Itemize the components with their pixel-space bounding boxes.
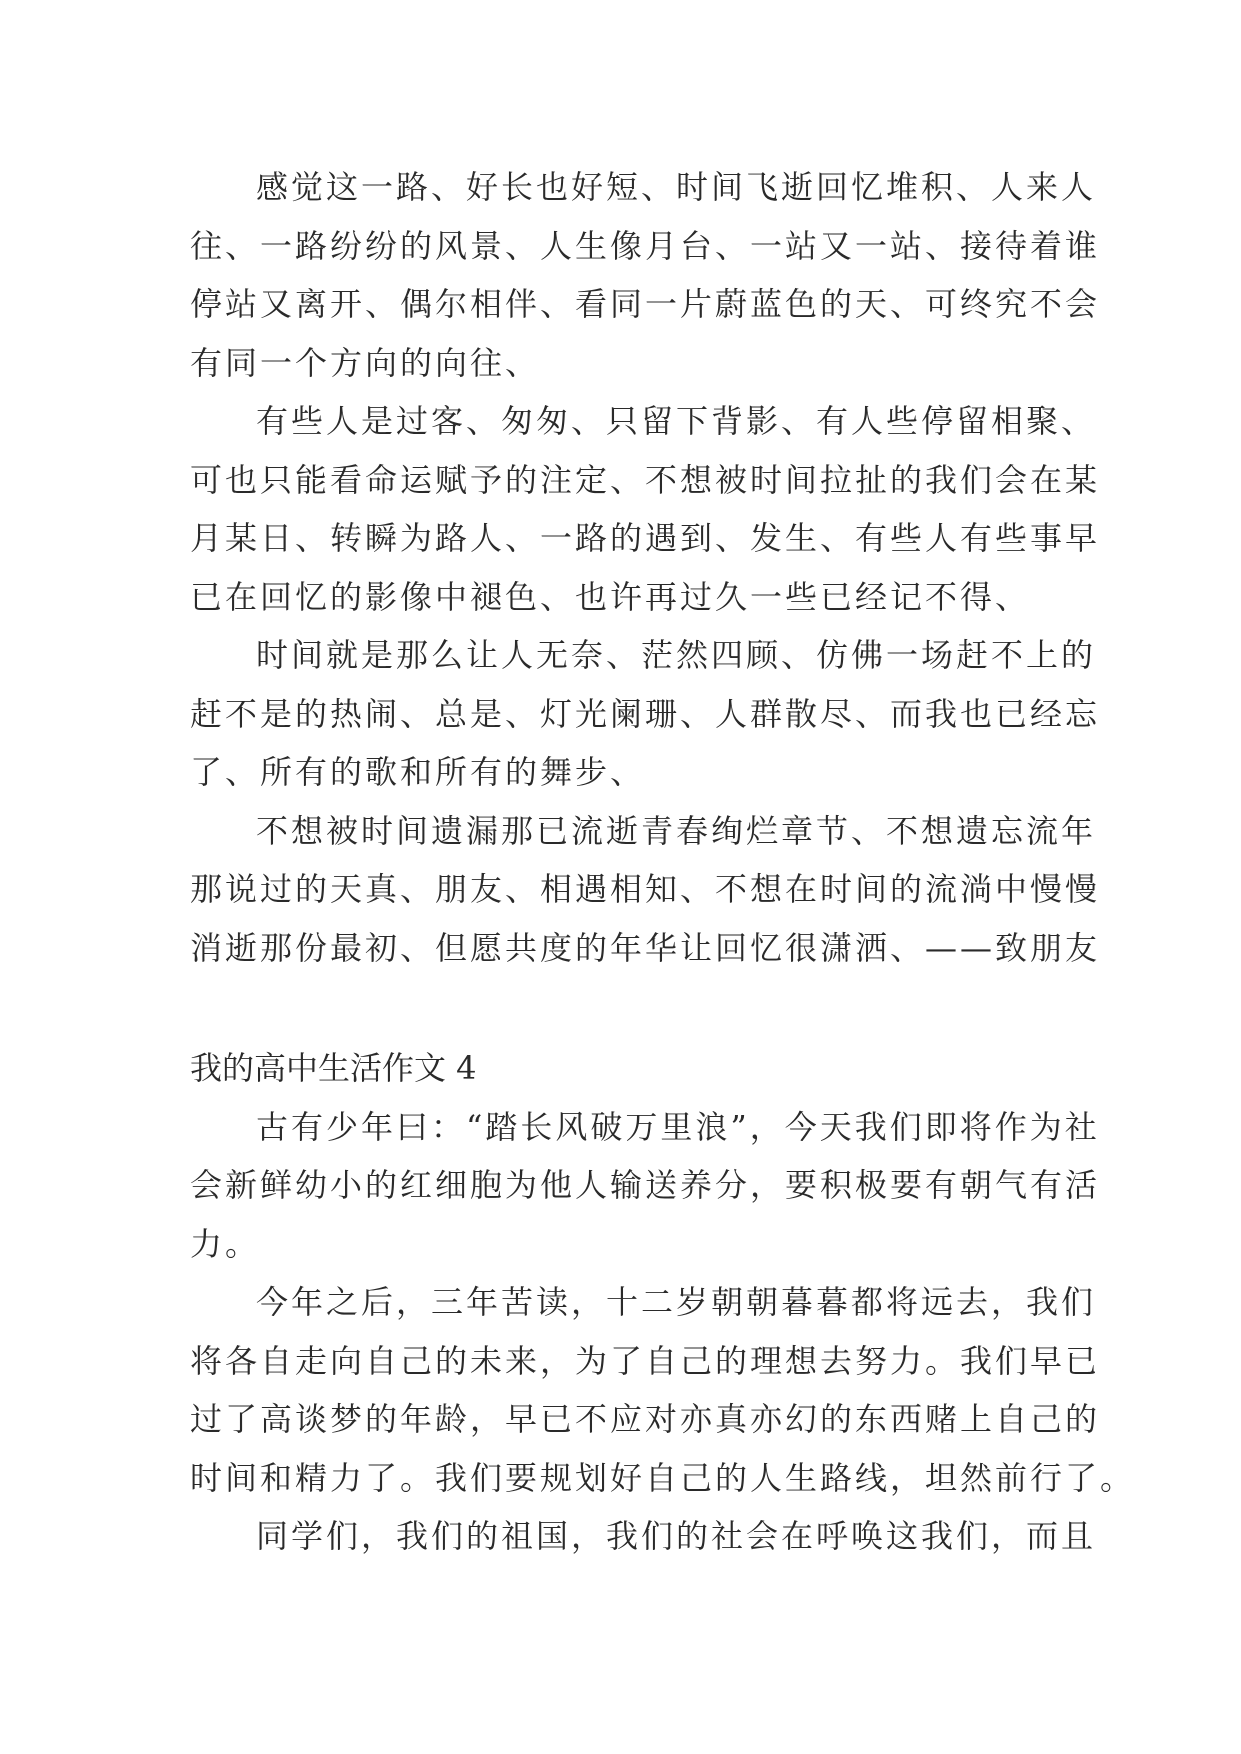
- text-line: 可也只能看命运赋予的注定、不想被时间拉扯的我们会在某: [190, 460, 1101, 499]
- text-line: 时间就是那么让人无奈、茫然四顾、仿佛一场赶不上的: [256, 636, 1097, 674]
- text-line: 有同一个方向的向往、: [190, 343, 541, 382]
- text-line: 有些人是过客、匆匆、只留下背影、有人些停留相聚、: [256, 402, 1097, 440]
- text-line: 过了高谈梦的年龄，早已不应对亦真亦幻的东西赌上自己的: [190, 1400, 1101, 1438]
- text-line: 消逝那份最初、但愿共度的年华让回忆很潇洒、——致朋友: [190, 928, 1101, 967]
- text-line: 古有少年曰：“踏长风破万里浪”，今天我们即将作为社: [256, 1107, 1100, 1146]
- text-line: 那说过的天真、朋友、相遇相知、不想在时间的流淌中慢慢: [190, 870, 1101, 908]
- text-line: 将各自走向自己的未来，为了自己的理想去努力。我们早已: [190, 1341, 1101, 1380]
- text-line: 了、所有的歌和所有的舞步、: [190, 753, 646, 791]
- text-line: 会新鲜幼小的红细胞为他人输送养分，要积极要有朝气有活: [190, 1166, 1101, 1204]
- text-line: 已在回忆的影像中褪色、也许再过久一些已经记不得、: [190, 577, 1031, 616]
- text-line: 力。: [190, 1224, 261, 1263]
- text-line: 月某日、转瞬为路人、一路的遇到、发生、有些人有些事早: [190, 519, 1101, 557]
- document-body: [190, 158, 1136, 1566]
- text-line: 同学们，我们的祖国，我们的社会在呼唤这我们，而且: [256, 1517, 1097, 1555]
- text-line: 停站又离开、偶尔相伴、看同一片蔚蓝色的天、可终究不会: [190, 285, 1101, 323]
- section-heading: 我的高中生活作文 4: [190, 1049, 477, 1087]
- text-line: 赶不是的热闹、总是、灯光阑珊、人群散尽、而我也已经忘: [190, 694, 1101, 733]
- text-line: 感觉这一路、好长也好短、时间飞逝回忆堆积、人来人: [256, 168, 1097, 206]
- text-line: 今年之后，三年苦读，十二岁朝朝暮暮都将远去，我们: [256, 1283, 1097, 1321]
- text-line: 不想被时间遗漏那已流逝青春绚烂章节、不想遗忘流年: [256, 811, 1097, 850]
- text-line: 时间和精力了。我们要规划好自己的人生路线，坦然前行了。: [190, 1458, 1136, 1497]
- text-line: 往、一路纷纷的风景、人生像月台、一站又一站、接待着谁: [190, 226, 1101, 265]
